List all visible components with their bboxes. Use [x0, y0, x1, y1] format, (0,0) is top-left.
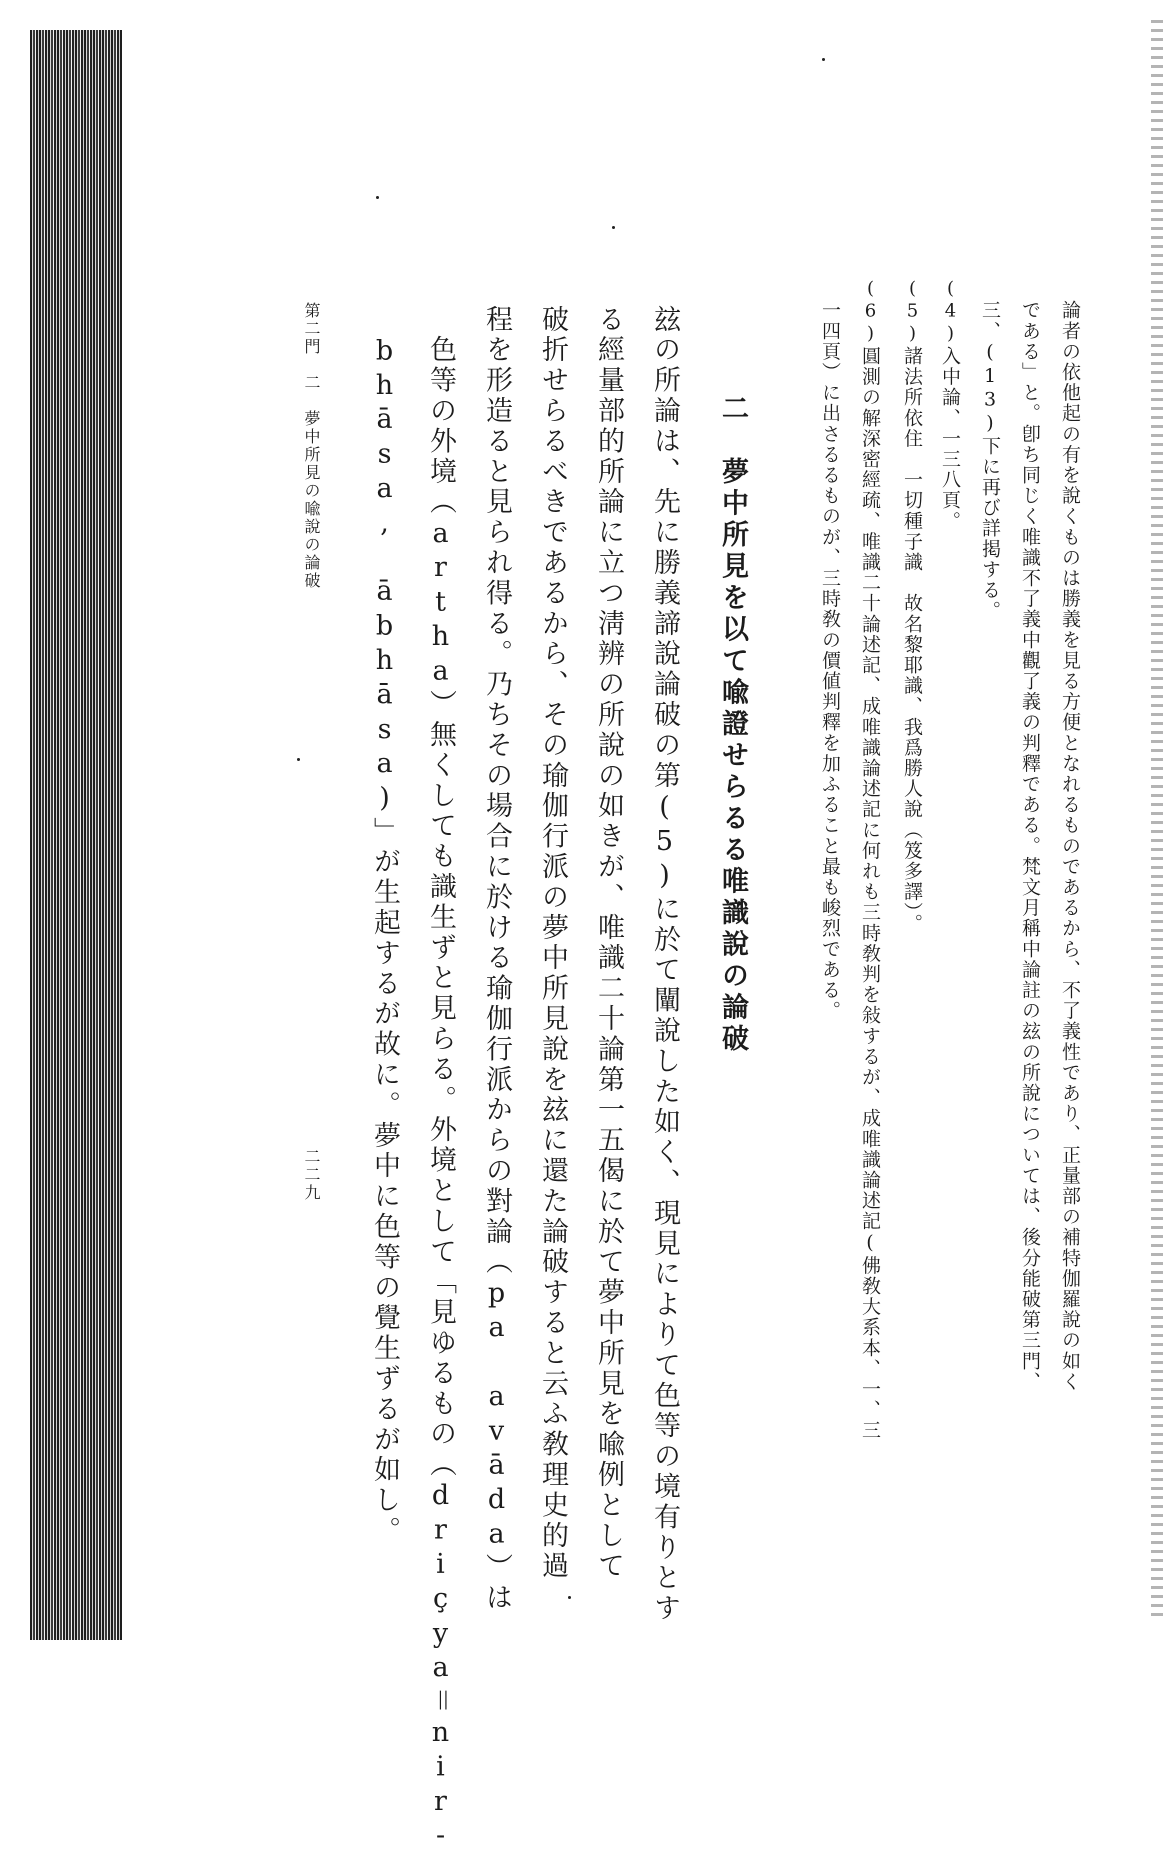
body-line: 色等の外境（artha）無くしても識生ずと見らる。外境として「見ゆるもの（driçya＝nir- [425, 305, 456, 1855]
body-line: 玆の所論は、先に勝義諦說論破の第(5)に於て闡說した如く、現見によりて色等の境有りとす [649, 305, 680, 1625]
scan-speck [612, 226, 615, 229]
scan-speck [822, 58, 825, 61]
note-line: (4)入中論、一三八頁。 [939, 278, 961, 532]
scan-speck [376, 196, 379, 199]
book-binding-edge [30, 30, 122, 1640]
page-edge-shadow [1151, 20, 1163, 1620]
scan-speck [297, 758, 300, 761]
body-line: bhāsa, ābhāsa)」が生起するが故に。夢中に色等の覺生ずるが如し。 [369, 305, 400, 1547]
note-line: (5)諸法所依住 一切種子識 故名黎耶識、我爲勝人說（笈多譯）。 [901, 278, 923, 934]
scan-speck [568, 1596, 571, 1599]
body-line: 破折せらるべきであるから、その瑜伽行派の夢中所見說を玆に還た論破すると云ふ敎理史的過 [537, 305, 568, 1582]
page-number: 二二九 [302, 1148, 321, 1202]
body-line: る經量部的所論に立つ淸辨の所說の如きが、唯識二十論第一五偈に於て夢中所見を喩例として [593, 305, 624, 1582]
body-line: 程を形造ると見られ得る。乃ちその場合に於ける瑜伽行派からの對論（pa avāda）は [481, 305, 512, 1614]
section-heading: 二 夢中所見を以て喩證せらるる唯識說の論破 [717, 394, 748, 1056]
note-line: である」と。卽ち同じく唯識不了義中觀了義の判釋である。梵文月稱中論註の玆の所說については、後分能破第三門、 [1019, 300, 1041, 1392]
running-head: 第二門 二 夢中所見の喩說の論破 [302, 302, 321, 590]
note-line: 一四頁）に出さるるものが、三時敎の價値判釋を加ふること最も峻烈である。 [819, 300, 841, 1021]
note-line: 論者の依他起の有を說くものは勝義を見る方便となれるものであるから、不了義性であり、正量部の補特伽羅說の如く [1059, 300, 1081, 1392]
note-line: (6)圓測の解深密經疏、唯識二十論述記、成唯識論述記に何れも三時敎判を敍するが、成唯識論述記(佛敎大系本、一、三 [859, 278, 881, 1441]
note-line: 三、(13)下に再び詳掲する。 [979, 300, 1001, 621]
